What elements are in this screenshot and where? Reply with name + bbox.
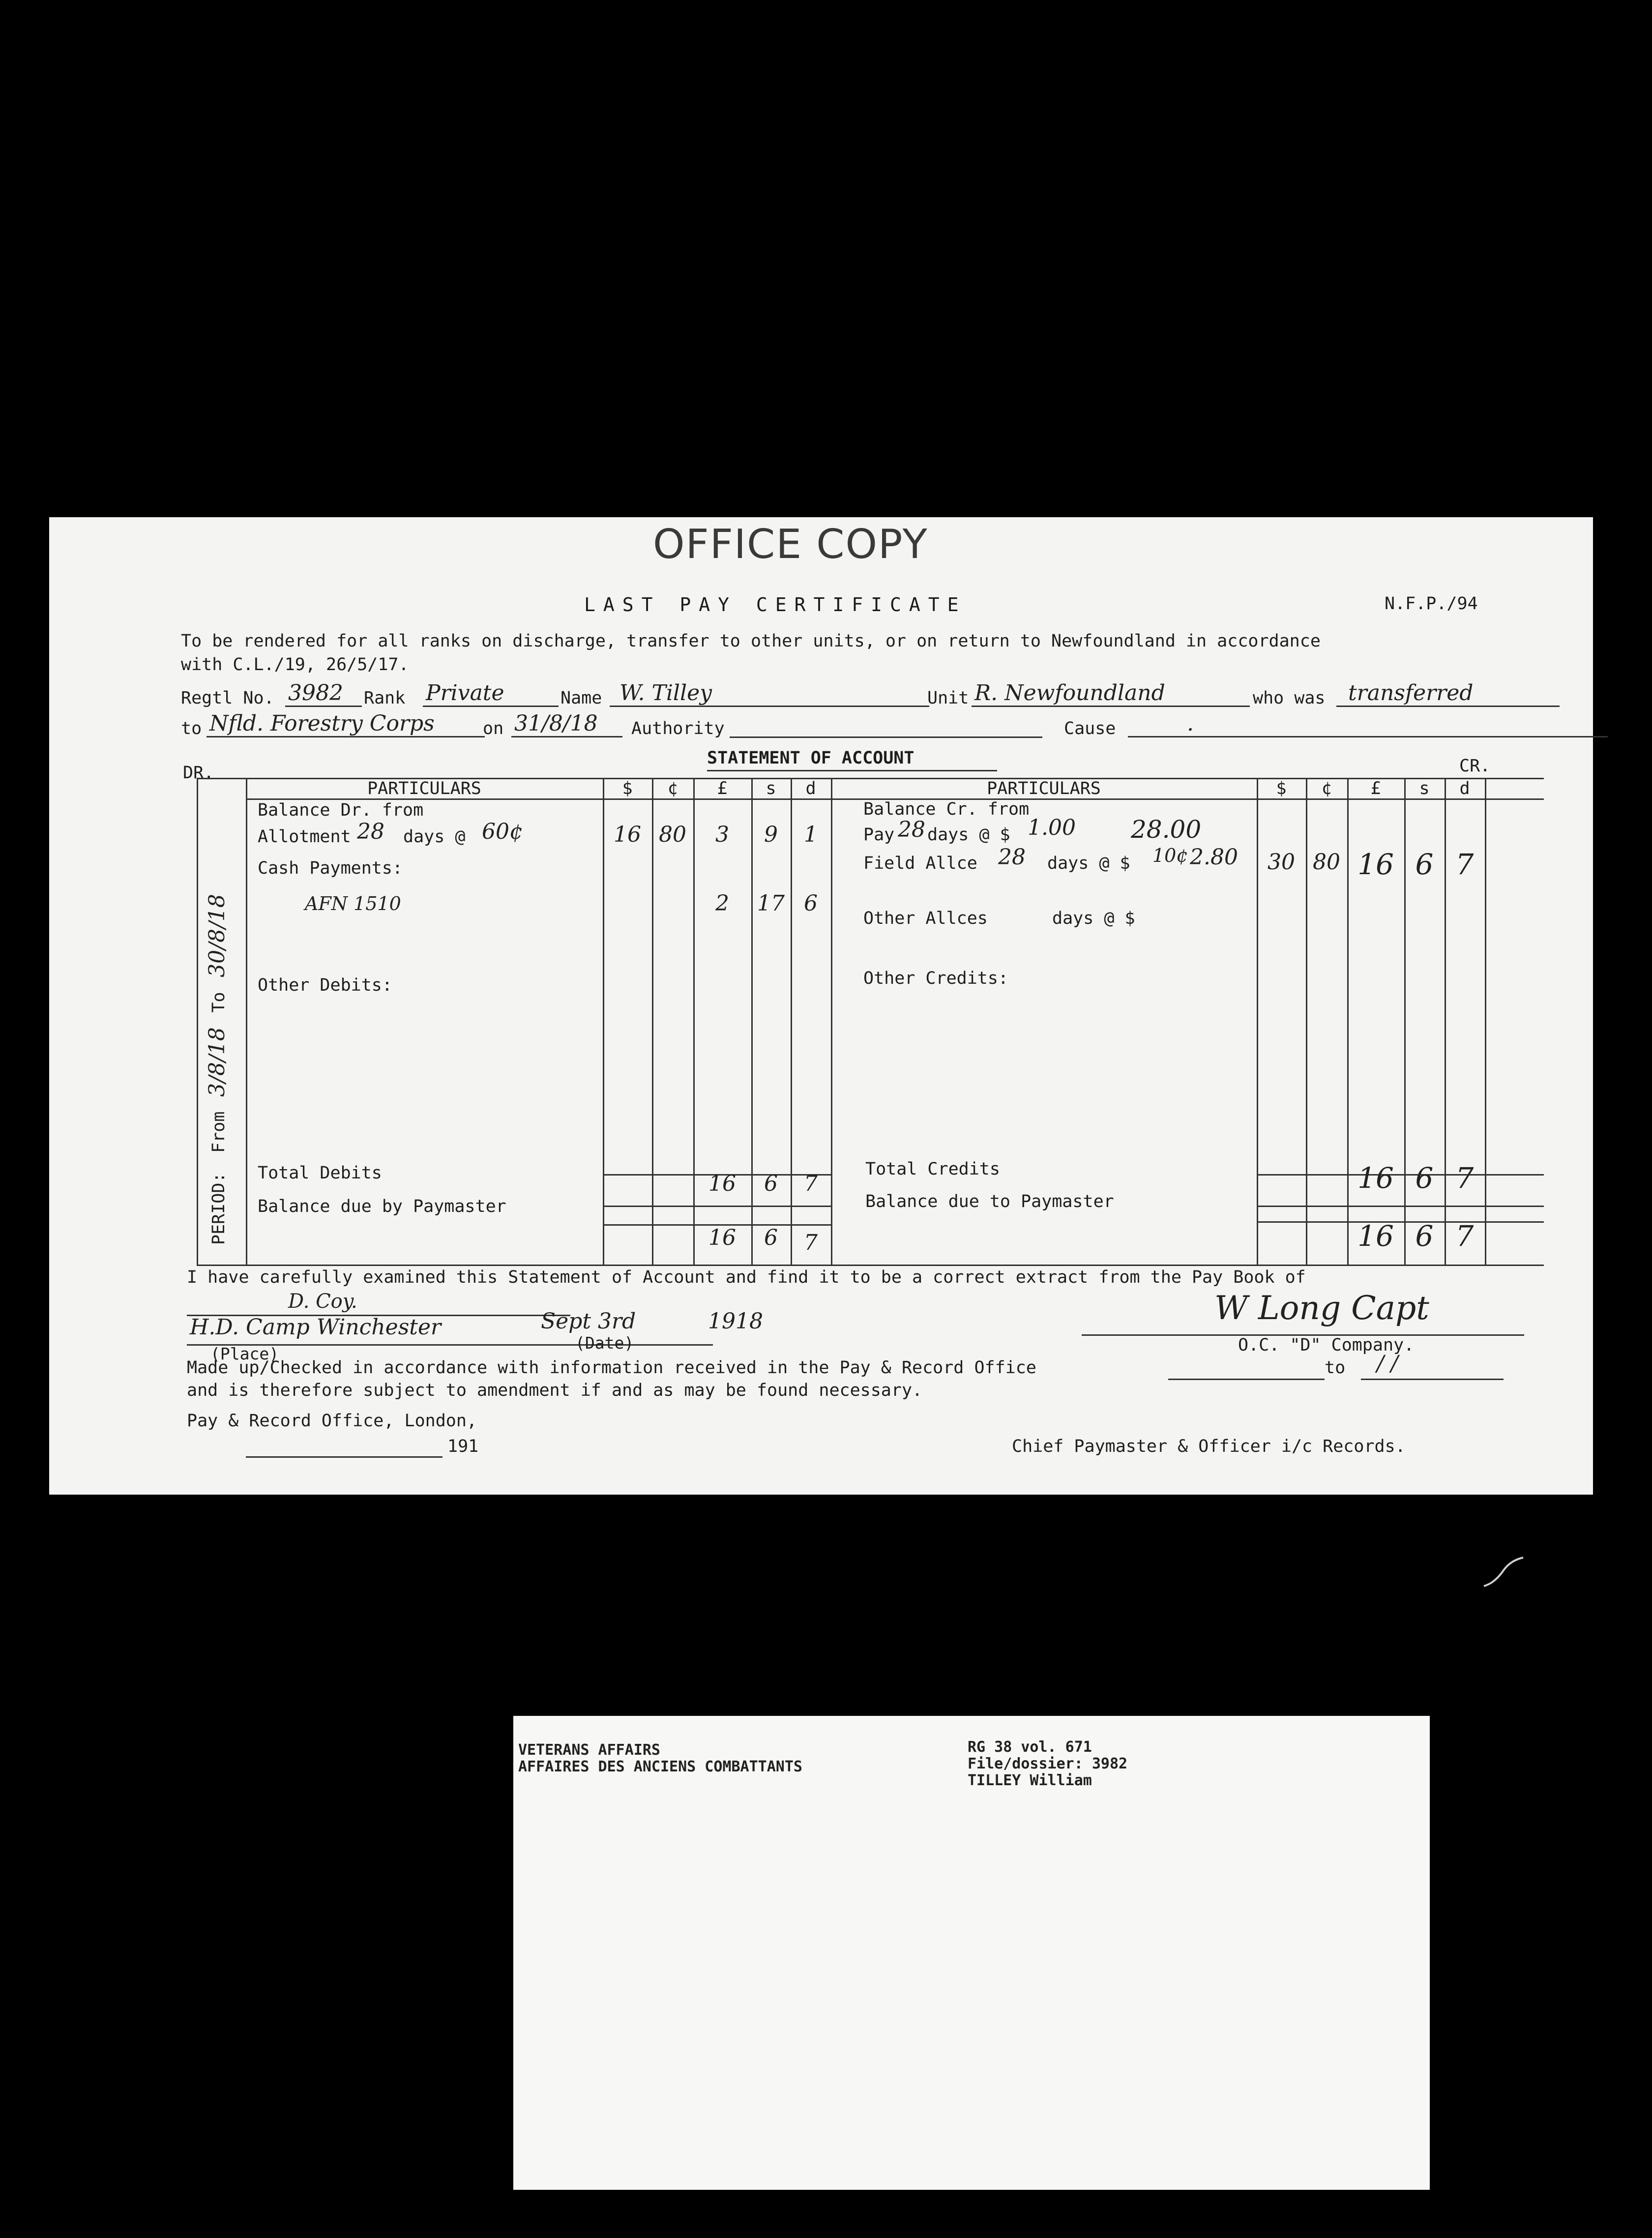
cr-other-credits: Other Credits: bbox=[863, 969, 1009, 988]
dr-cash-pound: 2 bbox=[715, 891, 729, 916]
archive-reference-card bbox=[513, 1716, 1430, 2190]
dr-total-d: 7 bbox=[804, 1171, 818, 1196]
on-label: on bbox=[483, 719, 504, 738]
dr-total-debits-label: Total Debits bbox=[258, 1163, 382, 1183]
dr-particulars-divider bbox=[603, 778, 604, 1265]
cr-field-d: 7 bbox=[1455, 848, 1474, 881]
cr-cent-header: ¢ bbox=[1321, 779, 1332, 798]
dr-d-divider bbox=[831, 778, 832, 1265]
period-to-label: To bbox=[209, 992, 229, 1013]
dr-allotment-pound: 3 bbox=[715, 822, 729, 847]
certificate-title: LAST PAY CERTIFICATE bbox=[584, 594, 967, 616]
cr-s-header: s bbox=[1419, 779, 1430, 798]
authority-line bbox=[730, 711, 1042, 738]
year-191: 191 bbox=[447, 1437, 479, 1456]
place-handwriting-line2: H.D. Camp Winchester bbox=[190, 1315, 442, 1340]
name-value: W. Tilley bbox=[610, 680, 929, 707]
table-bottom-border bbox=[197, 1265, 1544, 1266]
cr-balance-due-label: Balance due to Paymaster bbox=[865, 1192, 1114, 1211]
dr-final-pound: 16 bbox=[708, 1225, 736, 1250]
dr-dollar-divider bbox=[652, 778, 653, 1265]
dr-cash-payments: Cash Payments: bbox=[258, 858, 403, 878]
dr-d-header: d bbox=[805, 779, 816, 798]
pay-record-office: Pay & Record Office, London, bbox=[187, 1411, 477, 1431]
scan-mark-icon bbox=[1480, 1554, 1534, 1593]
statement-title-underline bbox=[707, 770, 997, 771]
period-from-label: From bbox=[209, 1111, 229, 1153]
cause-label: Cause bbox=[1064, 719, 1116, 738]
pay-certificate-document bbox=[49, 517, 1593, 1495]
cr-field-pound: 16 bbox=[1357, 848, 1394, 881]
cr-pound-header: £ bbox=[1370, 779, 1381, 798]
who-was-label: who was bbox=[1253, 688, 1326, 708]
made-up-line-1: Made up/Checked in accordance with information received in the Pay & Record Office bbox=[187, 1358, 1036, 1378]
date-handwriting: Sept 3rd bbox=[541, 1309, 636, 1334]
rank-value: Private bbox=[423, 680, 559, 707]
dr-s-header: s bbox=[766, 779, 776, 798]
dr-cash-d: 6 bbox=[804, 891, 818, 916]
card-person-name: TILLEY William bbox=[968, 1772, 1092, 1789]
who-was-value: transferred bbox=[1336, 680, 1560, 707]
dr-allotment-label: Allotment bbox=[258, 827, 351, 847]
cr-other-days-at: days @ $ bbox=[1052, 909, 1135, 928]
cr-field-days-at: days @ $ bbox=[1047, 854, 1130, 873]
cr-pay-days: 28 bbox=[898, 817, 925, 842]
cr-field-cents: 80 bbox=[1313, 850, 1340, 875]
cr-field-days: 28 bbox=[998, 845, 1026, 870]
year-line bbox=[246, 1456, 442, 1458]
regtl-no-label: Regtl No. bbox=[181, 688, 274, 708]
dr-days-at: days @ bbox=[403, 827, 466, 847]
card-file-number: File/dossier: 3982 bbox=[968, 1755, 1128, 1772]
period-to-value: 30/8/18 bbox=[205, 894, 230, 977]
form-number: N.F.P./94 bbox=[1385, 594, 1478, 614]
period-col-divider bbox=[246, 778, 247, 1265]
cr-particulars-header: PARTICULARS bbox=[987, 779, 1101, 798]
dr-pound-header: £ bbox=[717, 779, 728, 798]
dr-total-line-mid bbox=[603, 1206, 831, 1207]
cr-label: CR. bbox=[1459, 756, 1491, 776]
dr-allotment-rate: 60¢ bbox=[482, 819, 523, 844]
cr-pay-label: Pay bbox=[863, 825, 895, 845]
made-up-line-2: and is therefore subject to amendment if and as may be found necessary. bbox=[187, 1381, 923, 1400]
dr-label: DR. bbox=[183, 763, 214, 783]
cr-pay-days-at: days @ $ bbox=[927, 825, 1010, 845]
oc-company-label: O.C. "D" Company. bbox=[1238, 1335, 1415, 1355]
place-handwriting-line1: D. Coy. bbox=[288, 1290, 357, 1313]
cr-total-pound: 16 bbox=[1357, 1161, 1394, 1195]
dr-final-s: 6 bbox=[764, 1225, 778, 1250]
dr-allotment-days: 28 bbox=[357, 819, 384, 844]
cr-total-credits-label: Total Credits bbox=[865, 1159, 1000, 1179]
cr-field-rate: 10¢ bbox=[1152, 845, 1188, 866]
dr-other-debits: Other Debits: bbox=[258, 975, 392, 995]
cr-other-allces: Other Allces bbox=[863, 909, 988, 928]
cr-dollar-header: $ bbox=[1276, 779, 1287, 798]
cr-final-s: 6 bbox=[1415, 1219, 1434, 1253]
cr-d-header: d bbox=[1459, 779, 1470, 798]
cr-total-d: 7 bbox=[1455, 1161, 1474, 1195]
dr-final-d: 7 bbox=[804, 1230, 818, 1255]
authority-label: Authority bbox=[631, 719, 725, 738]
period-label: PERIOD: bbox=[209, 1172, 229, 1245]
on-value: 31/8/18 bbox=[511, 711, 622, 737]
period-from-value: 3/8/18 bbox=[205, 1027, 230, 1097]
card-rg-volume: RG 38 vol. 671 bbox=[968, 1738, 1092, 1756]
made-up-to-line bbox=[1361, 1379, 1504, 1380]
dr-balance-due-label: Balance due by Paymaster bbox=[258, 1197, 506, 1216]
cr-final-pound: 16 bbox=[1357, 1219, 1394, 1253]
dr-dollar-header: $ bbox=[622, 779, 633, 798]
to-label: to bbox=[181, 719, 202, 738]
cr-field-amount: 2.80 bbox=[1190, 845, 1238, 870]
made-up-from-line bbox=[1168, 1379, 1325, 1380]
unit-value: R. Newfoundland bbox=[972, 680, 1250, 707]
dr-balance-from: Balance Dr. from bbox=[258, 800, 424, 820]
intro-line-1: To be rendered for all ranks on discharge, transfer to other units, or on return to Newfoundland in accordance bbox=[181, 631, 1321, 651]
cr-d-divider bbox=[1485, 778, 1486, 1265]
dr-particulars-header: PARTICULARS bbox=[367, 779, 481, 798]
cr-field-s: 6 bbox=[1415, 848, 1434, 881]
intro-line-2: with C.L./19, 26/5/17. bbox=[181, 655, 409, 675]
name-label: Name bbox=[560, 688, 602, 708]
examined-text: I have carefully examined this Statement of Account and find it to be a correct extract from the Pay Book of bbox=[187, 1267, 1306, 1287]
card-agency-fr: AFFAIRES DES ANCIENS COMBATTANTS bbox=[518, 1758, 802, 1775]
cr-pay-amount: 28.00 bbox=[1131, 815, 1202, 844]
dr-cash-s: 17 bbox=[757, 891, 785, 916]
made-up-to-value: / / bbox=[1377, 1351, 1398, 1376]
chief-paymaster: Chief Paymaster & Officer i/c Records. bbox=[1012, 1437, 1406, 1456]
signature: W Long Capt bbox=[1214, 1289, 1429, 1327]
cr-field-label: Field Allce bbox=[863, 854, 977, 873]
dr-allotment-d: 1 bbox=[804, 822, 818, 847]
statement-title: STATEMENT OF ACCOUNT bbox=[707, 748, 914, 768]
dr-allotment-cents: 80 bbox=[659, 822, 686, 847]
office-copy-stamp: OFFICE COPY bbox=[653, 521, 928, 568]
dr-allotment-s: 9 bbox=[764, 822, 778, 847]
table-left-border bbox=[197, 778, 198, 1265]
cause-value: . bbox=[1128, 711, 1608, 737]
dr-cent-header: ¢ bbox=[667, 779, 678, 798]
dr-total-pound: 16 bbox=[708, 1171, 736, 1196]
cr-balance-from: Balance Cr. from bbox=[863, 799, 1030, 819]
date-label: (Date) bbox=[575, 1333, 634, 1353]
cr-total-s: 6 bbox=[1415, 1161, 1434, 1195]
date-year: 1918 bbox=[708, 1309, 763, 1334]
dr-cash-item: AFN 1510 bbox=[305, 893, 401, 914]
card-agency-en: VETERANS AFFAIRS bbox=[518, 1741, 660, 1759]
cr-final-d: 7 bbox=[1455, 1219, 1474, 1253]
unit-label: Unit bbox=[927, 688, 969, 708]
cr-field-dollars: 30 bbox=[1268, 850, 1295, 875]
made-up-to-label: to bbox=[1325, 1358, 1346, 1378]
dr-allotment-dollars: 16 bbox=[614, 822, 641, 847]
cr-total-line-mid bbox=[1257, 1206, 1544, 1207]
regtl-no-value: 3982 bbox=[285, 680, 362, 707]
cr-pay-rate: 1.00 bbox=[1028, 815, 1076, 840]
place-label: (Place) bbox=[210, 1344, 279, 1363]
to-value: Nfld. Forestry Corps bbox=[206, 711, 485, 737]
rank-label: Rank bbox=[364, 688, 406, 708]
dr-total-s: 6 bbox=[764, 1171, 778, 1196]
